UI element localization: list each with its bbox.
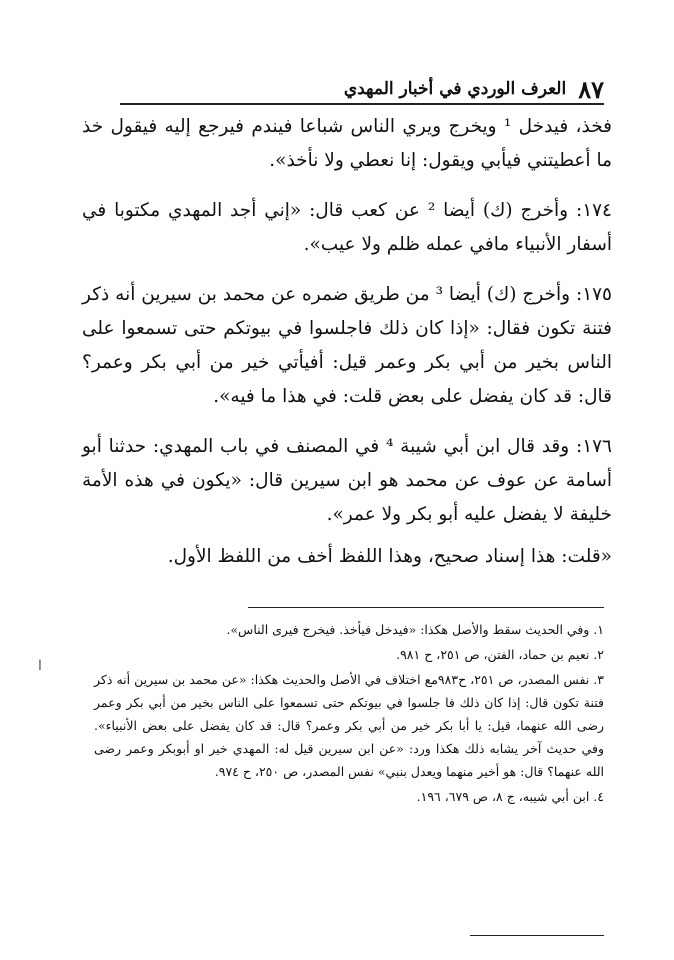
paragraph-174: ١٧٤: وأخرج (ك) أيضا ² عن كعب قال: «إني أجد المهدي مكتوبا في أسفار الأنبياء مافي عمله ظلم ولا عيب». xyxy=(82,200,612,255)
footnotes-section xyxy=(94,618,604,810)
paragraph-176: ١٧٦: وقد قال ابن أبي شيبة ⁴ في المصنف في باب المهدي: حدثنا أبو أسامة عن عوف عن محمد هو ابن سيرين قال: «يكون في هذه الأمة خليفة لا يفضل عليه أبو بكر ولا عمر». xyxy=(82,436,612,525)
paragraph-note: «قلت: هذا إسناد صحيح، وهذا اللفظ أخف من اللفظ الأول. xyxy=(167,546,612,567)
page-header xyxy=(64,74,604,104)
header-divider xyxy=(120,103,604,105)
page-number: ٨٧ xyxy=(578,74,604,104)
running-title: العرف الوردي في أخبار المهدي xyxy=(343,79,567,99)
paragraph-continuation: فخذ، فيدخل ¹ ويخرج ويري الناس شباعا فيندم فيرجع إليه فيقول خذ ما أعطيتني فيأبي ويقول: إنا نعطي ولا نأخذ». xyxy=(82,116,612,171)
footnote-3: ٣. نفس المصدر، ص ٢٥١، ح٩٨٣مع اختلاف في الأصل والحديث هكذا: «عن محمد بن سيرين أنه ذكر فتنة تكون قال: إذا كان ذلك فا جلسوا في بيوتكم حتى تسمعوا على الناس بخير من أبي بكر وعمر رضى الله عنهما، قيل: يا أبا بكر خير من أبي بكر وعمر؟ قال: قد كان يفضل على بعض الأنبياء». وفي حديث آخر يشابه ذلك هكذا ورد: «عن ابن سيرين قيل له: المهدي خير او أبوبكر وعمر رضى الله عنهما؟ قال: هو أخير منهما ويعدل بنبي» نفس المصدر، ص ٢٥٠، ح ٩٧٤. xyxy=(94,672,605,779)
footnote-4: ٤. ابن أبي شيبه، ج ٨، ص ٦٧٩، ١٩٦. xyxy=(416,789,604,804)
footnote-divider xyxy=(248,607,604,608)
main-text xyxy=(82,110,612,574)
footnote-2: ٢. نعيم بن حماد، الفتن، ص ٢٥١، ح ٩٨١. xyxy=(396,647,604,662)
margin-mark: ا xyxy=(38,658,42,674)
bottom-divider xyxy=(470,935,604,936)
paragraph-175: ١٧٥: وأخرج (ك) أيضا ³ من طريق ضمره عن محمد بن سيرين أنه ذكر فتنة تكون فقال: «إذا كان ذلك فاجلسوا في بيوتكم حتى تسمعوا على الناس بخير من أبي بكر وعمر قيل: أفيأتي خير من أبي بكر وعمر؟ قال: قد كان يفضل على بعض قلت: في هذا ما فيه». xyxy=(82,284,612,407)
footnote-1: ١. وفي الحديث سقط والأصل هكذا: «فيدخل فيأخذ. فيخرج فيرى الناس». xyxy=(226,622,604,637)
